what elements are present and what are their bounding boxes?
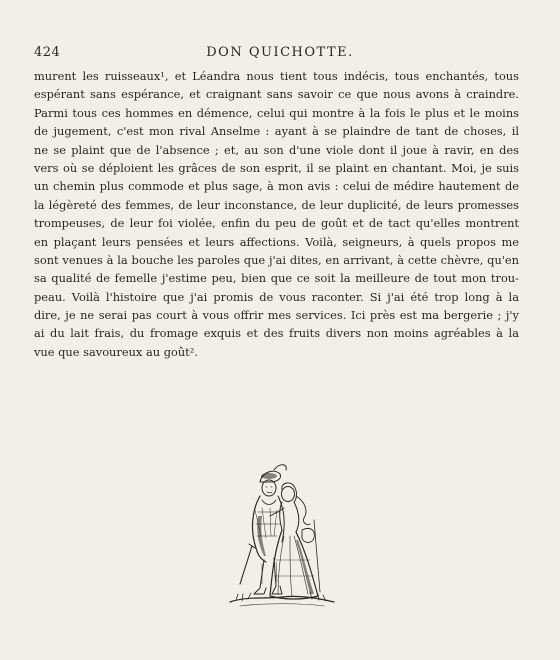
text-line: la légèreté des femmes, de leur inconstance, de leur duplicité, de leurs promesses: [34, 197, 519, 212]
text-line: murent les ruisseaux¹, et Léandra nous tient tous indécis, tous enchantés, tous: [34, 69, 519, 83]
page-header: [34, 45, 526, 63]
text-line: peau. Voilà l'histoire que j'ai promis de vous raconter. Si j'ai été trop long à la: [34, 289, 519, 304]
text-line: dire, je ne serai pas court à vous offrir mes services. Ici près est ma bergerie ; j'y: [34, 308, 519, 323]
text-line: en plaçant leurs pensées et leurs affections. Voilà, seigneurs, à quels propos me: [34, 234, 519, 249]
text-line: vers où se déploient les grâces de son esprit, il se plaint en chantant. Moi, je suis: [34, 160, 519, 175]
text-line: sa qualité de femelle j'estime peu, bien que ce soit la meilleure de tout mon trou-: [34, 271, 519, 286]
body-text: [34, 67, 519, 361]
text-line: vue que savoureux au goût².: [34, 344, 198, 359]
running-title: DON QUICHOTTE.: [206, 45, 354, 60]
text-line: sont venues à la bouche les paroles que j'ai dites, en arrivant, à cette chèvre, qu'en: [34, 252, 519, 267]
vignette-couple-illustration: [222, 460, 342, 610]
text-line: ai du lait frais, du fromage exquis et des fruits divers non moins agréables à la: [34, 326, 519, 341]
text-line: trompeuses, de leur foi violée, enfin du peu de goût et de tact qu'elles montrent: [34, 216, 519, 231]
text-line: de jugement, c'est mon rival Anselme : ayant à se plaindre de tant de choses, il: [34, 124, 519, 139]
page-number: 424: [34, 45, 61, 60]
text-line: un chemin plus commode et plus sage, à mon avis : celui de médire hautement de: [34, 179, 519, 194]
text-line: Parmi tous ces hommes en démence, celui qui montre à la fois le plus et le moins: [34, 105, 519, 120]
text-line: ne se plaint que de l'absence ; et, au son d'une viole dont il joue à ravir, en des: [34, 142, 519, 157]
engraving-icon: [222, 460, 342, 610]
text-line: espérant sans espérance, et craignant sans savoir ce que nous avons à craindre.: [34, 87, 519, 102]
